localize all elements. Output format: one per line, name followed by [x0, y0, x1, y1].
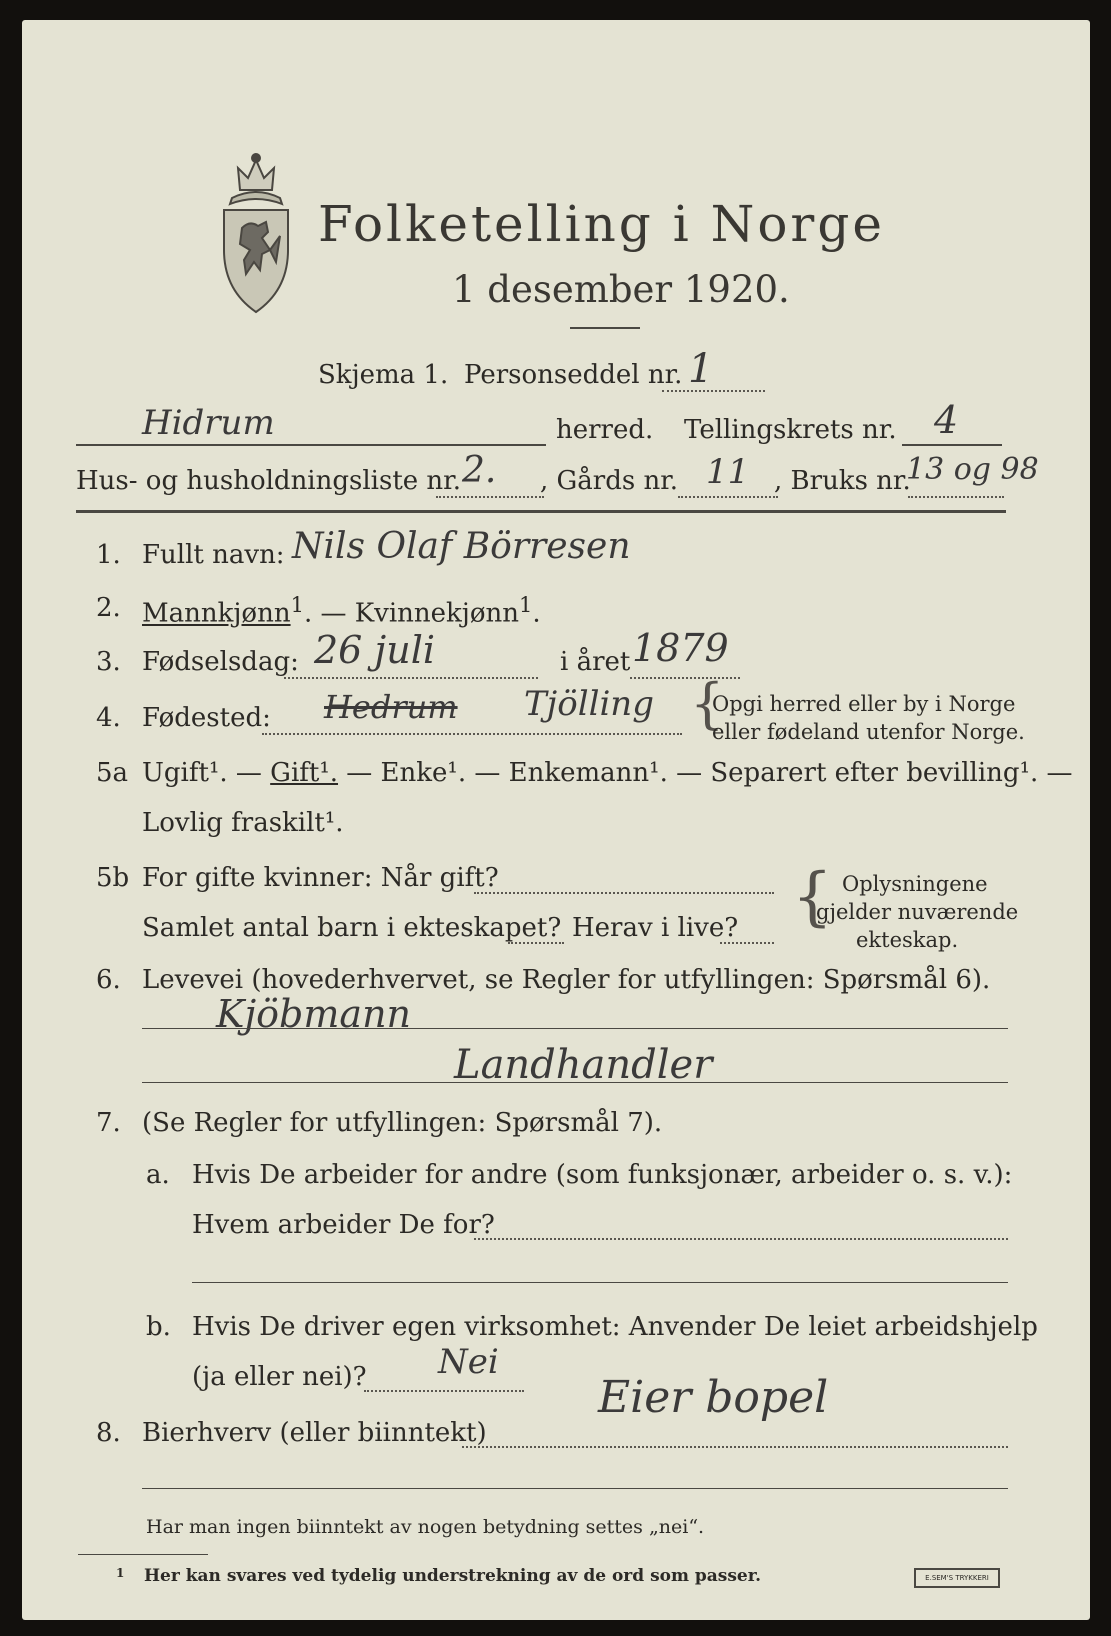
gards-label: , Gårds nr.	[540, 466, 679, 496]
husliste-value: 2.	[462, 450, 497, 491]
q7b-line2-dots	[364, 1390, 524, 1392]
q7-number: 7.	[96, 1108, 121, 1138]
q2-text	[142, 593, 541, 629]
q5b-alive-dots	[720, 942, 774, 944]
form-title: Folketelling i Norge	[318, 195, 885, 253]
q5a-other-options: — Enke¹. — Enkemann¹. — Separert efter bevilling¹. —	[338, 758, 1073, 788]
q3-year-label: i året	[560, 647, 631, 677]
printer-stamp	[914, 1568, 1000, 1588]
tellingskrets-label: Tellingskrets nr.	[684, 415, 897, 445]
q4-line	[262, 733, 682, 735]
footnote-number: 1	[116, 1566, 125, 1580]
q4-note-line2: eller fødeland utenfor Norge.	[712, 720, 1025, 744]
q6-number: 6.	[96, 965, 121, 995]
census-date: 1 desember 1920.	[452, 268, 790, 311]
q3-birthday-value: 26 juli	[314, 628, 435, 672]
q6-line1	[142, 1028, 1008, 1029]
gift-option: Gift¹.	[270, 758, 339, 788]
herred-line	[76, 444, 546, 446]
q7b-letter: b.	[146, 1312, 171, 1342]
q7b-line1: Hvis De driver egen virksomhet: Anvender De leiet arbeidshjelp	[192, 1312, 1038, 1342]
tellingskrets-value: 4	[934, 398, 959, 442]
q5b-line1: For gifte kvinner: Når gift?	[142, 863, 499, 893]
printer-stamp-text: E.SEM'S TRYKKERI	[925, 1574, 989, 1582]
q7b-value: Nei	[438, 1342, 499, 1382]
q5b-line1-dots	[474, 892, 774, 894]
gards-line	[678, 496, 778, 498]
q4-birthplace-value: Tjölling	[524, 684, 654, 724]
bruks-value: 13 og 98	[906, 452, 1039, 487]
q7a-extra-line	[192, 1282, 1008, 1283]
husliste-line	[436, 496, 544, 498]
q7a-line2: Hvem arbeider De for?	[192, 1210, 495, 1240]
q4-struck-value: Hedrum	[324, 688, 458, 726]
footnote-text: Her kan svares ved tydelig understrekning av de ord som passer.	[144, 1566, 762, 1586]
q6-value-line2: Landhandler	[454, 1042, 713, 1088]
section-divider	[76, 510, 1006, 513]
q5b-note2: gjelder nuværende	[816, 900, 1019, 924]
personseddel-line	[662, 390, 765, 392]
mannkjonn-option: Mannkjønn	[142, 598, 291, 629]
q1-label: Fullt navn:	[142, 540, 285, 570]
q7a-letter: a.	[146, 1160, 170, 1190]
q5a-number: 5a	[96, 758, 129, 788]
q5b-alive-label: Herav i live?	[572, 913, 739, 943]
q5b-brace: {	[792, 860, 833, 934]
q3-label: Fødselsdag:	[142, 647, 299, 677]
q2-footnote-mark: 1	[290, 593, 304, 617]
gards-value: 11	[706, 452, 750, 492]
kvinnekjonn-option: Kvinnekjønn	[354, 598, 520, 629]
footnote-divider	[78, 1554, 208, 1555]
census-form	[22, 20, 1090, 1620]
q7-label: (Se Regler for utfyllingen: Spørsmål 7).	[142, 1108, 663, 1138]
q4-label: Fødested:	[142, 703, 271, 733]
q3-number: 3.	[96, 647, 121, 677]
q8-value: Eier bopel	[598, 1372, 829, 1423]
q2-end: .	[532, 598, 541, 629]
q5a-line2: Lovlig fraskilt¹.	[142, 808, 344, 838]
q8-line	[462, 1446, 1008, 1448]
q5b-children-dots	[508, 942, 564, 944]
q5a-line1	[142, 758, 1073, 788]
bruks-line	[908, 496, 1004, 498]
personseddel-label: Personseddel nr.	[464, 360, 683, 390]
q8-number: 8.	[96, 1418, 121, 1448]
herred-value: Hidrum	[142, 403, 275, 443]
title-divider	[570, 327, 640, 329]
tellingskrets-line	[902, 444, 1002, 446]
q3-year-value: 1879	[632, 626, 729, 670]
q5b-note3: ekteskap.	[856, 928, 959, 952]
skjema-label: Skjema 1.	[318, 360, 449, 390]
q8-extra-line	[142, 1488, 1008, 1489]
coat-of-arms-emblem	[210, 150, 302, 320]
q7a-line1: Hvis De arbeider for andre (som funksjonær, arbeider o. s. v.):	[192, 1160, 1013, 1190]
q6-value-line1: Kjöbmann	[216, 992, 412, 1036]
q1-value: Nils Olaf Börresen	[292, 526, 631, 567]
q7b-line2: (ja eller nei)?	[192, 1362, 367, 1392]
q4-number: 4.	[96, 703, 121, 733]
q2-footnote-mark-2: 1	[519, 593, 533, 617]
q6-label: Levevei (hovederhvervet, se Regler for utfyllingen: Spørsmål 6).	[142, 965, 991, 995]
footer-note: Har man ingen biinntekt av nogen betydning settes „nei“.	[146, 1516, 705, 1538]
q5b-children-label: Samlet antal barn i ekteskapet?	[142, 913, 562, 943]
ugift-option: Ugift¹. —	[142, 758, 271, 788]
q2-number: 2.	[96, 593, 121, 623]
q1-number: 1.	[96, 540, 121, 570]
q5b-number: 5b	[96, 863, 130, 893]
q3-line	[284, 677, 538, 679]
q2-separator: . —	[303, 598, 355, 629]
q7a-line2-dots	[474, 1238, 1008, 1240]
herred-label: herred.	[556, 415, 654, 445]
q4-brace: {	[690, 672, 725, 735]
personseddel-value: 1	[688, 346, 714, 392]
husliste-label: Hus- og husholdningsliste nr.	[76, 466, 462, 496]
q8-label: Bierhverv (eller biinntekt)	[142, 1418, 487, 1448]
q4-note-line1: Opgi herred eller by i Norge	[712, 692, 1016, 716]
q6-line2	[142, 1082, 1008, 1083]
q5b-note1: Oplysningene	[842, 872, 988, 896]
bruks-label: , Bruks nr.	[774, 466, 911, 496]
